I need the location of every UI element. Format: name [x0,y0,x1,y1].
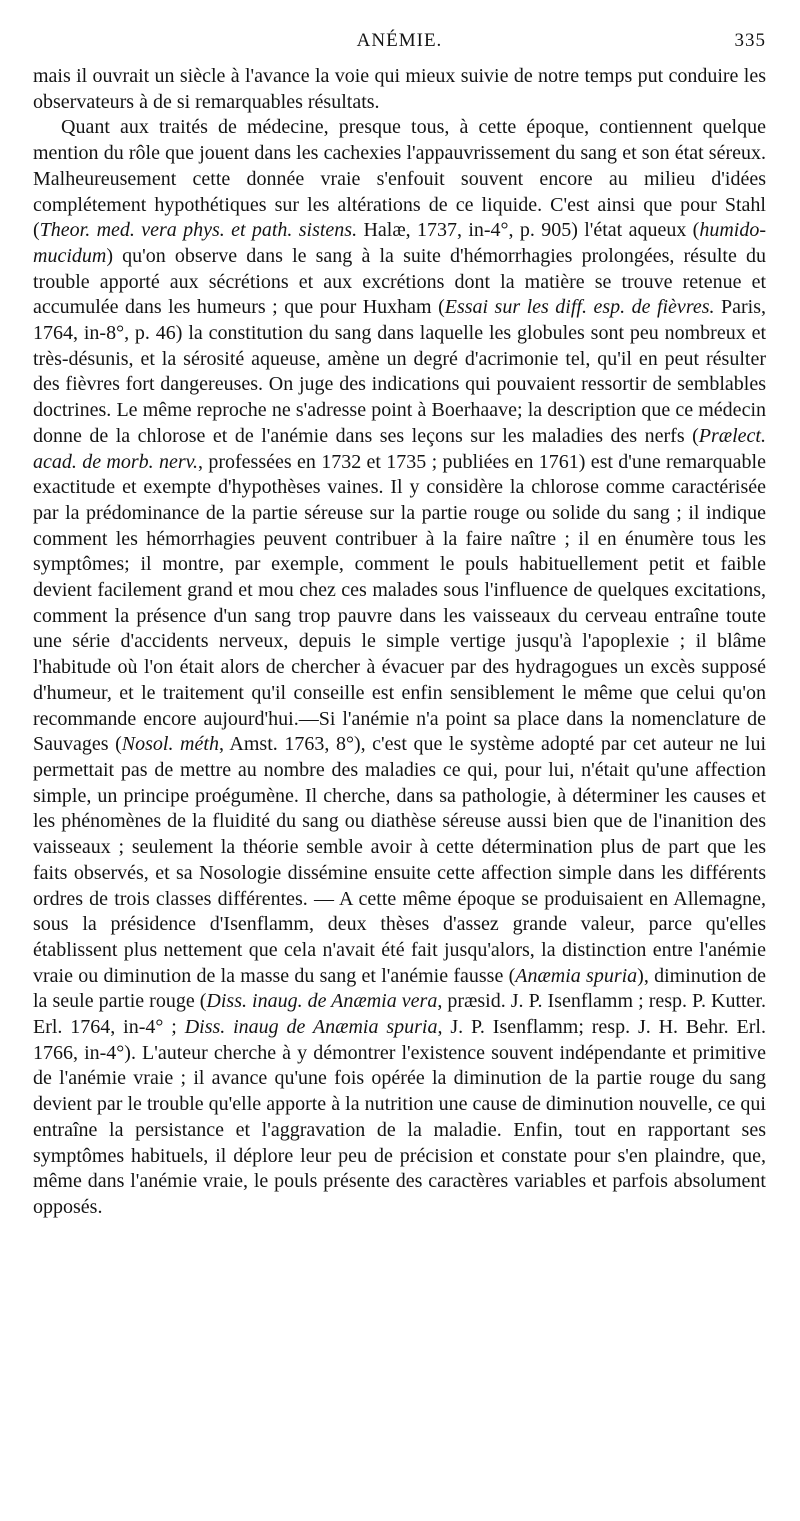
citation-italic: Diss. inaug. de Anæmia vera [206,990,438,1013]
text-segment: , Amst. 1763, 8°), c'est que le système adopté par cet auteur ne lui permettait pas de mettre au nombre des maladies ce qui, pour lui, n'était qu'une affection simple, un principe proégumène. Il cherche, dans sa pathologie, à déterminer les causes et les phénomènes de la fluidité du sang ou diathèse séreuse aussi bien que de l'inanition des vaisseaux ; seulement la théorie semble avoir à cette détermination plus de part que les faits observés, et sa Nosologie dissémine ensuite cette affection simple dans les différents ordres de trois classes différentes. — A cette même époque se produisaient en Allemagne, sous la présidence d'Isenflamm, deux thèses d'assez grande valeur, parce qu'elles établissent plus nettement que cela n'avait été fait jusqu'alors, la distinction entre l'anémie vraie ou diminution de la masse du sang et l'anémie fausse ( [33,733,767,987]
running-head [33,30,766,64]
latin-term-italic: humido-mucidum [33,219,766,267]
paragraph-2 [33,115,766,1220]
text-segment: Quant aux traités de médecine, presque tous, à cette époque, contiennent quelque mention du rôle que jouent dans les cachexies l'appauvrissement du sang et son état séreux. Malheureusement cette donnée vraie s'enfouit souvent encore au milieu d'idées complétement hypothétiques sur les altérations de ce liquide. C'est ainsi que pour Stahl ( [33,116,766,242]
text-segment: ) qu'on observe dans le sang à la suite d'hémorrhagies prolongées, résulte du trouble apporté aux sécrétions et aux excrétions dont la matière se trouve retenue et accumulée dans les humeurs ; que pour Huxham ( [33,244,766,319]
citation-italic: Theor. med. vera phys. et path. sistens. [39,219,358,242]
text-segment: , J. P. Isenflamm; resp. J. H. Behr. Erl. 1766, in-4°). L'auteur cherche à y démontrer l'existence souvent indépendante et primitive de l'anémie vraie ; il avance qu'une fois opérée la diminution de la partie rouge du sang devient par le trouble qu'elle apporte à la nutrition une cause de diminution nouvelle, ce qui entraîne la persistance et l'aggravation de la maladie. Enfin, tout en rapportant ses symptômes habituels, il déplore leur peu de précision et constate pour s'en plaindre, que, même dans l'anémie vraie, le pouls présente des caractères variables et parfois absolument opposés. [33,1016,766,1218]
latin-term-italic: Anæmia spuria [515,964,638,987]
paragraph-1 [33,64,766,115]
citation-italic: Prælect. acad. de morb. nerv. [33,424,766,473]
text-segment: Paris, 1764, in-8°, p. 46) la constitution du sang dans laquelle les globules sont peu nombreux et très-désunis, et la sérosité aqueuse, amène un degré d'acrimonie tel, qu'il en peut résulter des fièvres fort dangereuses. On juge des indications qui pouvaient ressortir de semblables doctrines. Le même reproche ne s'adresse point à Boerhaave; la description que ce médecin donne de la chlorose et de l'anémie dans ses leçons sur les maladies des nerfs ( [33,296,766,447]
text-segment: , professées en 1732 et 1735 ; publiées en 1761) est d'une remarquable exactitude et exempte d'hypothèses vaines. Il y considère la chlorose comme caractérisée par la prédominance de la partie séreuse sur la partie rouge ou solide du sang ; il indique comment les hémorrhagies peuvent contribuer à la faire naître ; il en énumère tous les symptômes; il montre, par exemple, comment le pouls habituellement petit et faible devient facilement grand et mou chez ces malades sous l'influence de quelques excitations, comment la présence d'un sang trop pauvre dans les vaisseaux du cerveau entraîne toute une série d'accidents nerveux, depuis le simple vertige jusqu'à l'apoplexie ; il blâme l'habitude où l'on était alors de chercher à évacuer par des hydragogues un excès supposé d'humeur, et le traitement qu'il conseille est enfin sensiblement le même que celui qu'on recommande encore aujourd'hui.—Si l'anémie n'a point sa place dans la nomenclature de Sauvages ( [33,450,766,756]
book-page [33,30,766,1221]
page-number: 335 [734,30,766,51]
running-title: ANÉMIE. [356,30,443,51]
text-segment: , præsid. J. P. Isenflamm ; resp. P. Kutter. Erl. 1764, in-4° ; [33,990,766,1039]
citation-italic: Diss. inaug de Anæmia spuria [184,1016,438,1039]
text-segment: mais il ouvrait un siècle à l'avance la voie qui mieux suivie de notre temps put conduire les observateurs à de si remarquables résultats. [33,65,766,113]
text-segment: Halæ, 1737, in-4°, p. 905) l'état aqueux ( [357,219,700,242]
citation-italic: Nosol. méth [121,733,219,756]
citation-italic: Essai sur les diff. esp. de fièvres. [444,296,715,319]
text-segment: ), diminution de la seule partie rouge ( [33,964,766,1013]
